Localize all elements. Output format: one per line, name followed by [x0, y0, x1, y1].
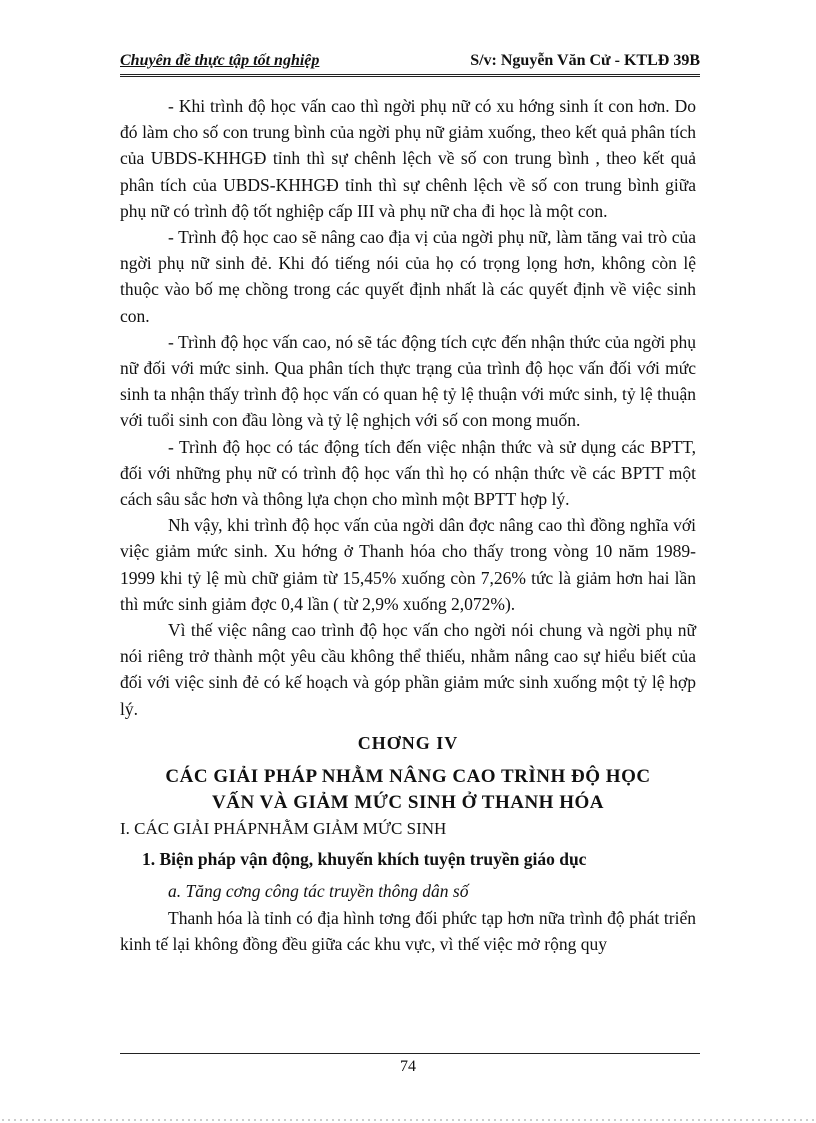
header-title: Chuyên đề thực tập tốt nghiệp	[120, 52, 320, 69]
chapter-title-line-2: VẤN VÀ GIẢM MỨC SINH Ở THANH HÓA	[212, 792, 604, 814]
paragraph-6: Vì thế việc nâng cao trình độ học vấn cho ngời nói chung và ngời phụ nữ nói riêng trở thành một yêu cầu không thể thiếu, nhằm nâng cao sự hiểu biết của đối với việc sinh đẻ có kế hoạch và góp phần giảm mức sinh xuống một tỷ lệ hợp lý.	[120, 620, 696, 719]
page-header	[120, 50, 700, 77]
subsection-heading: 1. Biện pháp vận động, khuyến khích tuyện truyền giáo dục	[142, 849, 587, 870]
document-body	[120, 93, 696, 957]
page-number: 74	[400, 1058, 416, 1075]
chapter-label: CHƠNG IV	[357, 732, 459, 753]
paragraph-1: - Khi trình độ học vấn cao thì ngời phụ nữ có xu hớng sinh ít con hơn. Do đó làm cho số con trung bình của ngời phụ nữ giảm xuống, theo kết quả phân tích của UBDS-KHHGĐ tỉnh thì sự chênh lệch về số con trung bình , theo kết quả phân tích của UBDS-KHHGĐ tỉnh thì sự chênh lệch về số con trung bình giữa phụ nữ có trình độ tốt nghiệp cấp III và phụ nữ cha đi học là một con.	[120, 96, 696, 221]
paragraph-2: - Trình độ học cao sẽ nâng cao địa vị của ngời phụ nữ, làm tăng vai trò của ngời phụ nữ sinh đẻ. Khi đó tiếng nói của họ có trọng lọng hơn, không còn lệ thuộc vào bố mẹ chồng trong các quyết định nhất là các quyết định về việc sinh con.	[120, 227, 696, 326]
paragraph-7: Thanh hóa là tỉnh có địa hình tơng đối phức tạp hơn nữa trình độ phát triển kinh tế lại không đồng đều giữa các khu vực, vì thế việc mở rộng quy	[120, 907, 696, 954]
chapter-title	[120, 764, 696, 816]
chapter-title-line-1: CÁC GIẢI PHÁP NHẰM NÂNG CAO TRÌNH ĐỘ HỌC	[165, 766, 651, 788]
section-heading: I. CÁC GIẢI PHÁPNHẰM GIẢM MỨC SINH	[120, 819, 447, 839]
subsubsection-heading: a. Tăng cơng công tác truyền thông dân số	[168, 881, 469, 902]
bottom-dotted-border	[0, 1119, 816, 1121]
footer-rule	[120, 1053, 700, 1054]
paragraph-4: - Trình độ học có tác động tích đến việc nhận thức và sử dụng các BPTT, đối với những phụ nữ có trình độ học vấn thì họ có nhận thức về các BPTT một cách sâu sắc hơn và thông lựa chọn cho mình một BPTT hợp lý.	[120, 436, 696, 510]
header-author: S/v: Nguyễn Văn Cử - KTLĐ 39B	[470, 52, 700, 69]
paragraph-5: Nh vậy, khi trình độ học vấn của ngời dân đợc nâng cao thì đồng nghĩa với việc giảm mức sinh. Xu hớng ở Thanh hóa cho thấy trong vòng 10 năm 1989-1999 khi tỷ lệ mù chữ giảm từ 15,45% xuống còn 7,26% tức là giảm hơn hai lần thì mức sinh giảm đợc 0,4 lần ( từ 2,9% xuống 2,072%).	[120, 515, 696, 614]
paragraph-3: - Trình độ học vấn cao, nó sẽ tác động tích cực đến nhận thức của ngời phụ nữ đối với mức sinh. Qua phân tích thực trạng của trình độ học vấn đối với mức sinh ta nhận thấy trình độ học vấn có quan hệ tỷ lệ thuận với mức sinh, tỷ lệ thuận với tuổi sinh con đầu lòng và tỷ lệ nghịch với số con mong muốn.	[120, 331, 696, 431]
